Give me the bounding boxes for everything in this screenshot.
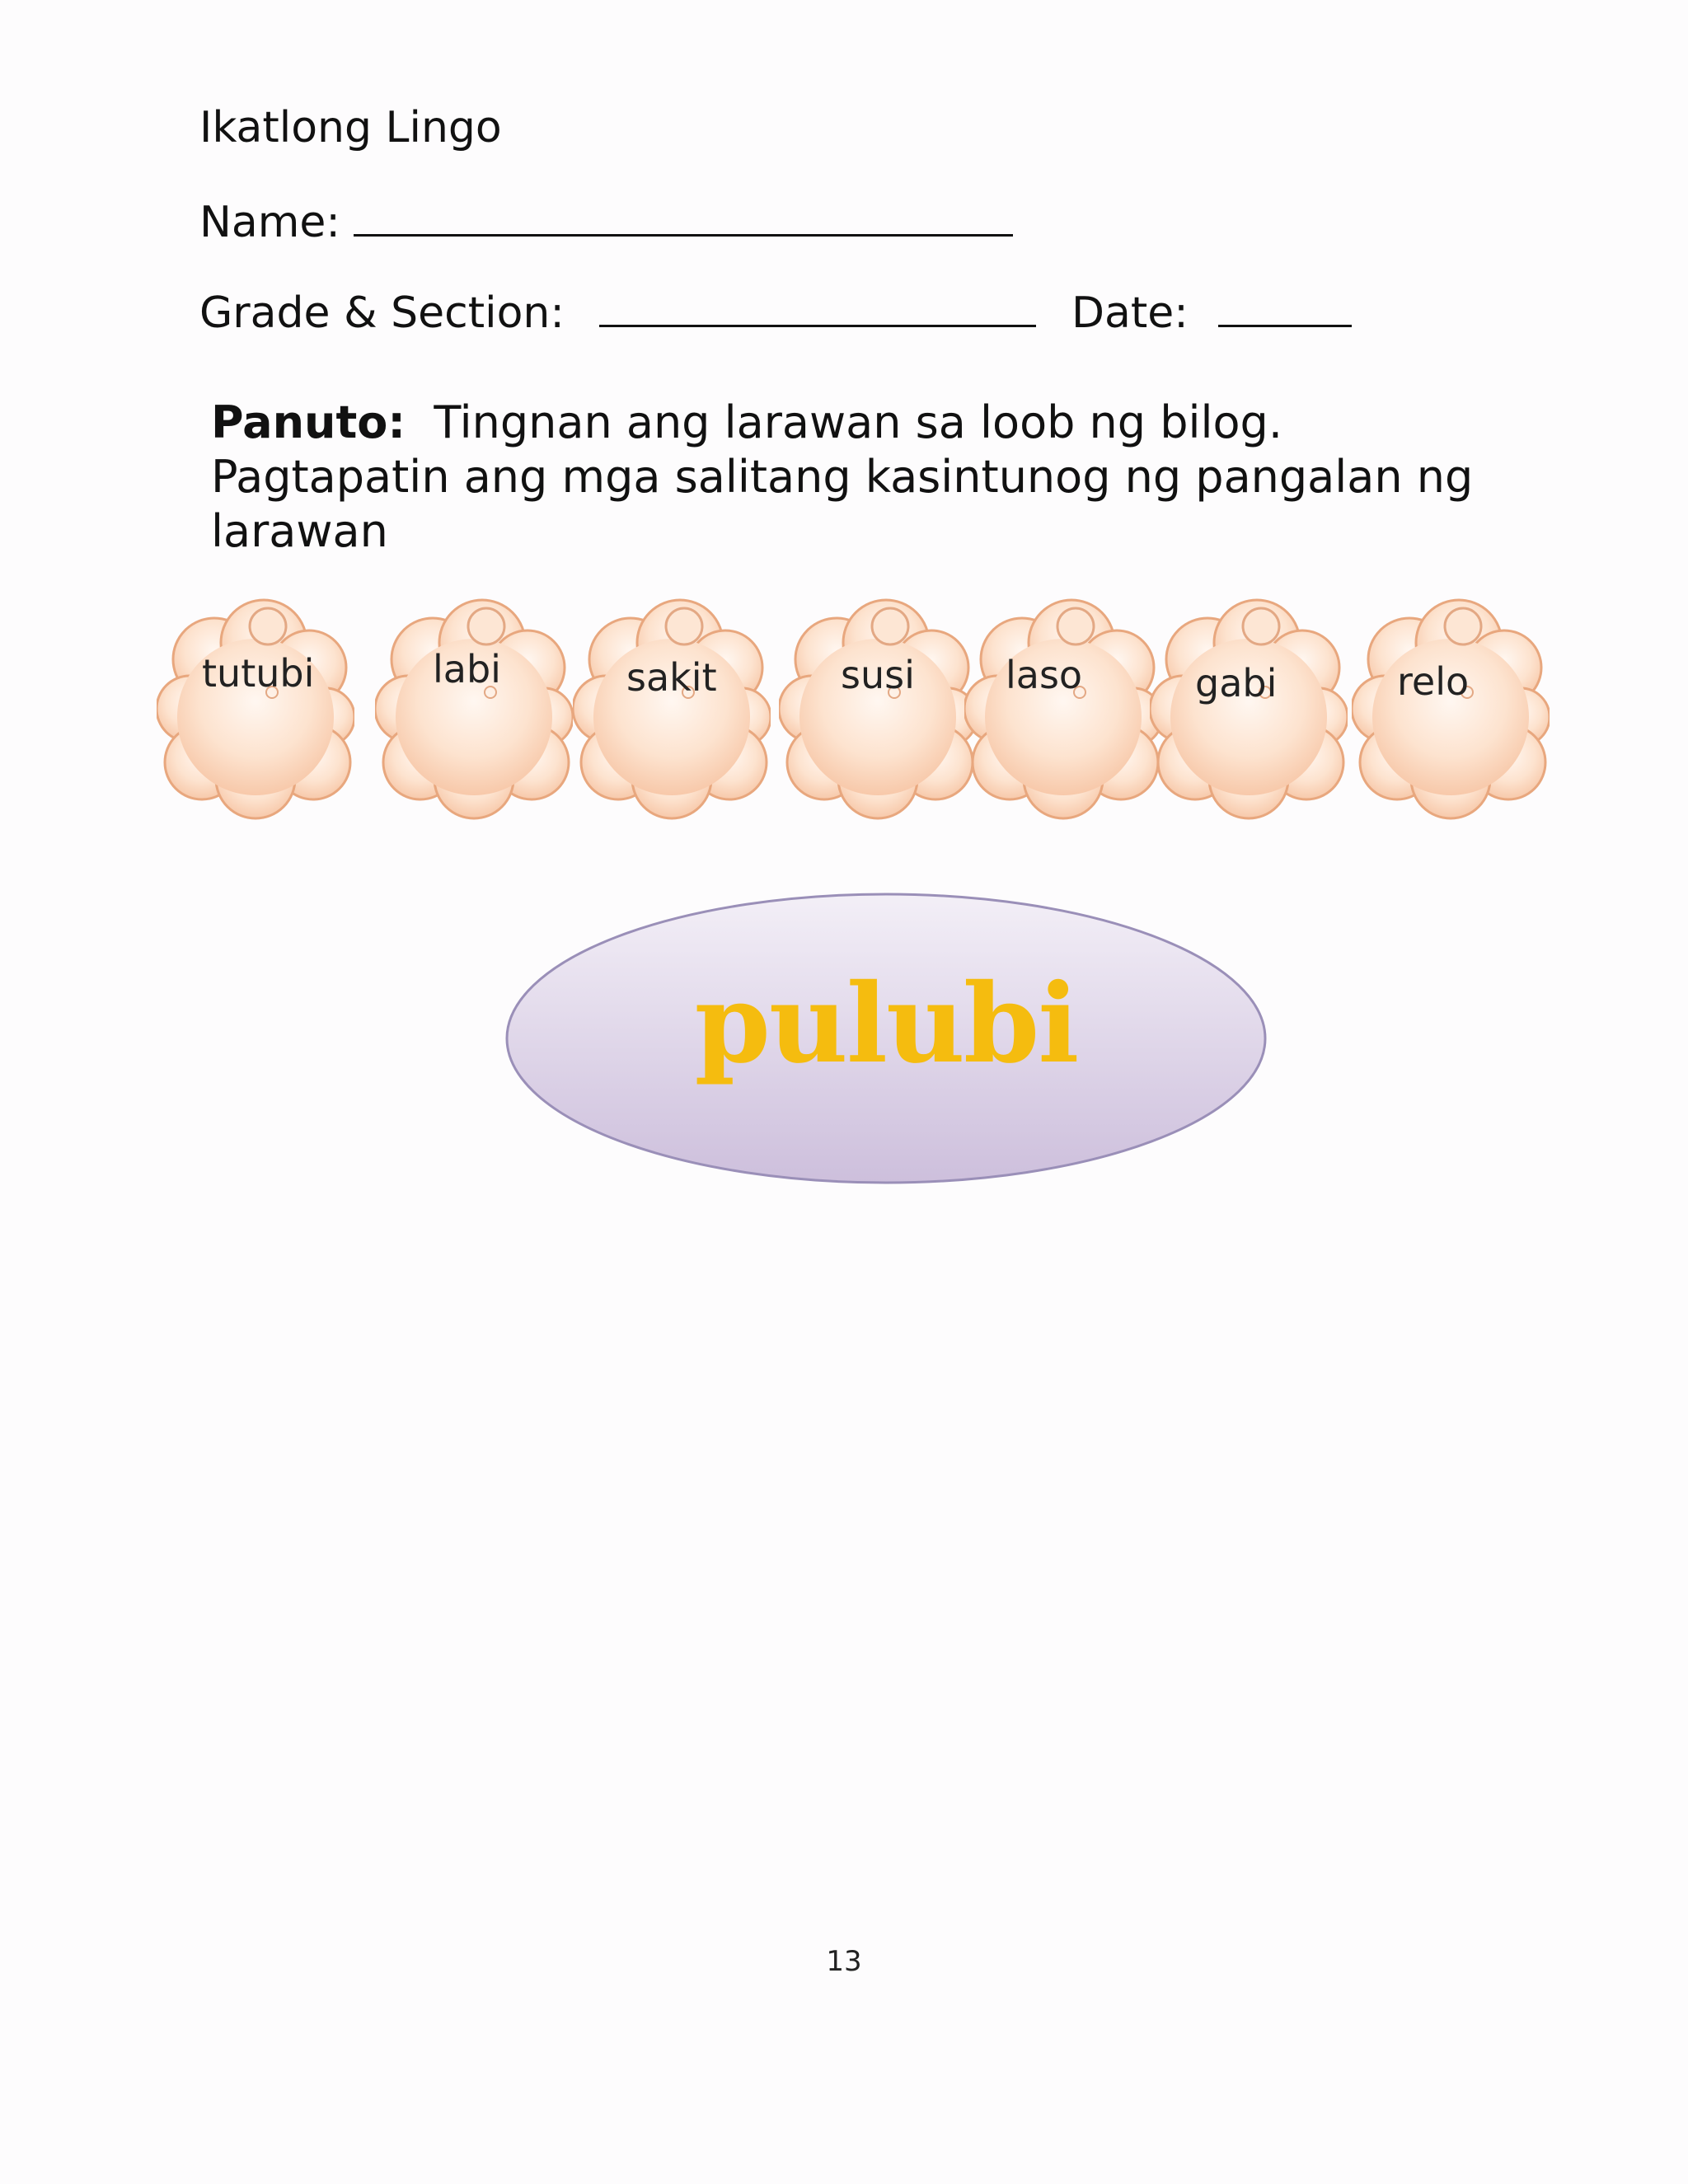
cloud-word: gabi: [1195, 661, 1278, 705]
grade-date-line: [199, 288, 1352, 338]
cloud-word: laso: [1006, 653, 1083, 697]
cloud-shape: [375, 593, 573, 824]
cloud-shape: [1150, 593, 1348, 824]
name-label: Name:: [199, 198, 340, 247]
date-blank[interactable]: [1218, 288, 1352, 327]
grade-section-label: Grade & Section:: [199, 288, 565, 338]
cloud-shape: [157, 593, 354, 824]
cloud-word: tutubi: [202, 651, 315, 696]
name-line: [199, 198, 1013, 247]
instructions: [211, 396, 1497, 559]
word-clouds: [148, 593, 1550, 841]
instructions-text: Tingnan ang larawan sa loob ng bilog. Pagtapatin ang mga salitang kasintunog ng pangalan ng larawan: [211, 396, 1474, 557]
center-ellipse: [503, 890, 1269, 1187]
date-label: Date:: [1071, 288, 1189, 338]
cloud-word: relo: [1397, 659, 1470, 704]
cloud-word: sakit: [626, 655, 717, 700]
week-title: Ikatlong Lingo: [199, 103, 502, 152]
cloud-word: labi: [433, 647, 501, 691]
cloud-word: susi: [841, 653, 915, 697]
name-blank[interactable]: [354, 198, 1013, 237]
cloud-shape: [779, 593, 977, 824]
cloud-shape: [573, 593, 771, 824]
grade-section-blank[interactable]: [599, 288, 1036, 327]
instructions-label: Panuto:: [211, 396, 406, 448]
page-number: 13: [826, 1945, 862, 1978]
cloud-shape: [964, 593, 1162, 824]
cloud-shape: [1352, 593, 1550, 824]
center-word: pulubi: [694, 960, 1078, 1088]
